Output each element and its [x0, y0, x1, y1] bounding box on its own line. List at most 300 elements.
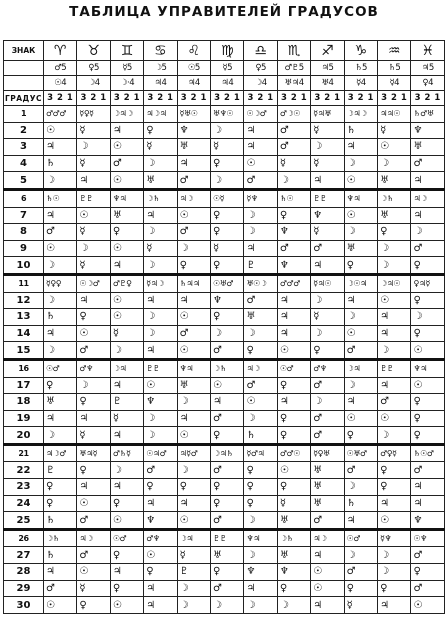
degree-row-cell: ♀: [411, 410, 445, 427]
degree-row-cell: ♄: [44, 547, 77, 564]
degree-row: [4, 495, 445, 512]
degree-row: [4, 240, 445, 257]
degree-row-cell: ☽: [144, 325, 177, 342]
degree-row-cell: ♃: [411, 479, 445, 496]
degree-row-cell: ♂: [144, 462, 177, 479]
degree-row: [4, 427, 445, 445]
rulers-row-2-cell: ♃4: [177, 76, 210, 91]
degree-row-cell: ♂♂♂: [44, 106, 77, 123]
degree-row-cell: ♃: [144, 207, 177, 224]
degree-row-cell: ♅: [311, 479, 344, 496]
degree-row-cell: ♆: [411, 512, 445, 530]
degree-number: 30: [4, 597, 44, 614]
degree-row-cell: ☉: [311, 564, 344, 581]
degree-row-cell: ☽: [144, 427, 177, 445]
degree-row-cell: ♃: [344, 292, 377, 309]
degree-number: 8: [4, 224, 44, 241]
sign-header-row-cell: ♒: [378, 41, 411, 61]
degree-row-cell: ♀: [44, 495, 77, 512]
degree-row-cell: ☉: [411, 342, 445, 360]
degree-row-cell: ♂: [277, 122, 310, 139]
degree-row-cell: ♀: [211, 495, 244, 512]
degree-row-cell: ♅: [277, 547, 310, 564]
degree-row-cell: ♀: [77, 309, 110, 326]
degree-row-cell: ☉: [144, 547, 177, 564]
rulers-row-2-cell: ☿4: [344, 76, 377, 91]
degree-row-cell: ♀: [244, 495, 277, 512]
degree-row-cell: ♃: [378, 495, 411, 512]
degree-row-cell: ♇: [44, 462, 77, 479]
degree-row-cell: ☉: [110, 139, 143, 156]
degree-row-cell: ☉: [411, 597, 445, 614]
degree-number: 20: [4, 427, 44, 445]
degree-row-cell: ♃☽♃: [144, 106, 177, 123]
degree-row: [4, 410, 445, 427]
degree-row-cell: ♇♇: [77, 189, 110, 207]
degree-row-cell: ☉: [77, 495, 110, 512]
degree-row: [4, 189, 445, 207]
degree-header-row-cell: 3 2 1: [344, 91, 377, 106]
degree-row-cell: ☉♆: [411, 529, 445, 547]
degree-row-cell: ♀: [110, 224, 143, 241]
degree-row-cell: ☽: [344, 224, 377, 241]
degree-row-cell: ☉☿: [211, 189, 244, 207]
degree-row-cell: ☽: [344, 309, 377, 326]
degree-number: 19: [4, 410, 44, 427]
degree-row-cell: ♂♂♂: [277, 274, 310, 292]
degree-row-cell: ♀: [77, 597, 110, 614]
degree-row-cell: ♂: [311, 427, 344, 445]
degree-row-cell: ☉♅♂: [344, 444, 377, 462]
rulers-label: [4, 61, 44, 76]
rulers-row-1-cell: ☿5: [110, 61, 143, 76]
degree-row-cell: ☽: [311, 325, 344, 342]
degree-row-cell: ♃: [110, 122, 143, 139]
degree-row-cell: ♂: [344, 462, 377, 479]
degree-row-cell: ♆: [144, 394, 177, 411]
degree-row-cell: ♀: [44, 377, 77, 394]
degree-row-cell: ♃: [277, 394, 310, 411]
rulers-row-2-cell: ☉4: [44, 76, 77, 91]
degree-row-cell: ♃: [378, 325, 411, 342]
degree-row-cell: ☉: [277, 342, 310, 360]
sign-header-row-cell: ♉: [77, 41, 110, 61]
degree-row-cell: ☿: [277, 495, 310, 512]
degree-header-row-cell: 3 2 1: [110, 91, 143, 106]
degree-header-row-cell: 3 2 1: [311, 91, 344, 106]
rulers-row-2-cell: ☽·4: [110, 76, 143, 91]
degree-row-cell: ☽: [277, 597, 310, 614]
degree-row-cell: ♇: [110, 394, 143, 411]
degree-row-cell: ♆: [311, 207, 344, 224]
degree-row-cell: ♆♃: [110, 189, 143, 207]
degree-number: 6: [4, 189, 44, 207]
degree-row-cell: ♃☽: [177, 189, 210, 207]
degree-row-cell: ♀: [244, 342, 277, 360]
degree-row-cell: ☽♃☉: [378, 274, 411, 292]
degree-row-cell: ♂: [211, 580, 244, 597]
degree-row-cell: ♄☉♂: [411, 444, 445, 462]
rulers-row-2-cell: ♀4: [411, 76, 445, 91]
degree-row-cell: ♃: [77, 410, 110, 427]
degree-row-cell: ♂: [77, 342, 110, 360]
degree-row-cell: ☽: [211, 325, 244, 342]
degree-row-cell: ♀: [211, 427, 244, 445]
rulers-row-1: [4, 61, 445, 76]
degree-row-cell: ☽: [244, 224, 277, 241]
degree-row-cell: ♃: [44, 139, 77, 156]
degree-row-cell: ☉: [110, 309, 143, 326]
degree-row-cell: ♃: [177, 410, 210, 427]
degree-row-cell: ♀♃☿: [411, 274, 445, 292]
degree-row-cell: ☽: [311, 139, 344, 156]
degree-row: [4, 547, 445, 564]
degree-row-cell: ♃: [344, 394, 377, 411]
degree-row: [4, 564, 445, 581]
degree-row-cell: ♀: [144, 479, 177, 496]
degree-row-cell: ☉♂: [344, 529, 377, 547]
degree-row-cell: ☿: [144, 139, 177, 156]
degree-row: [4, 359, 445, 377]
degree-row-cell: ♇: [177, 564, 210, 581]
degree-row-cell: ♂: [110, 155, 143, 172]
degree-row-cell: ☽: [244, 410, 277, 427]
degree-row-cell: ♅: [344, 240, 377, 257]
degree-number: 4: [4, 155, 44, 172]
degree-row: [4, 309, 445, 326]
degree-row-cell: ☽: [177, 394, 210, 411]
degree-row-cell: ♆: [277, 224, 310, 241]
degree-row-cell: ♃: [44, 325, 77, 342]
degree-row-cell: ☽: [44, 292, 77, 309]
degree-row-cell: ♂♆: [311, 359, 344, 377]
degree-number: 11: [4, 274, 44, 292]
degree-number: 14: [4, 325, 44, 342]
degree-row: [4, 580, 445, 597]
sign-header-row-cell: ♓: [411, 41, 445, 61]
degree-row-cell: ♂: [311, 240, 344, 257]
degree-row: [4, 597, 445, 614]
sign-label: ЗНАК: [4, 41, 44, 61]
degree-row-cell: ♀: [378, 580, 411, 597]
degree-row-cell: ♃♃☉: [378, 106, 411, 123]
degree-row-cell: ♅: [311, 495, 344, 512]
rulers-row-1-cell: ♂5: [44, 61, 77, 76]
degree-row-cell: ☽: [211, 597, 244, 614]
degree-row-cell: ♃: [110, 257, 143, 275]
degree-row: [4, 292, 445, 309]
degree-row-cell: ♅: [277, 512, 310, 530]
degree-row-cell: ♂♆: [77, 359, 110, 377]
degree-row-cell: ♀: [77, 394, 110, 411]
degree-row-cell: ♀: [211, 224, 244, 241]
degree-row-cell: ♇: [244, 257, 277, 275]
degree-row-cell: ☽: [77, 139, 110, 156]
degree-row-cell: ☽: [277, 172, 310, 190]
sign-header-row-cell: ♑: [344, 41, 377, 61]
degree-row-cell: ♀: [144, 564, 177, 581]
degree-row-cell: ♇♇: [378, 359, 411, 377]
degree-row-cell: ♃: [44, 564, 77, 581]
rulers-row-2-cell: ♅4: [311, 76, 344, 91]
degree-row-cell: ☿: [378, 122, 411, 139]
degree-row-cell: ♅: [378, 172, 411, 190]
degree-row-cell: ♄♃♃: [177, 274, 210, 292]
degree-row-cell: ♀: [244, 479, 277, 496]
degree-row-cell: ☿: [77, 257, 110, 275]
degree-row-cell: ♀: [211, 155, 244, 172]
degree-row-cell: ♅♆☉: [211, 106, 244, 123]
degree-row-cell: ♃: [277, 325, 310, 342]
degree-row-cell: ♀: [211, 479, 244, 496]
degree-row-cell: ☽♃: [177, 529, 210, 547]
degree-row-cell: ☽: [411, 224, 445, 241]
degree-row-cell: ☽: [378, 427, 411, 445]
degree-row-cell: ♂: [211, 462, 244, 479]
degree-row-cell: ☉♂: [110, 529, 143, 547]
degree-label: ГРАДУС: [4, 91, 44, 106]
degree-row-cell: ♂: [411, 462, 445, 479]
degree-row-cell: ♂: [311, 377, 344, 394]
sign-header-row-cell: ♊: [110, 41, 143, 61]
degree-number: 28: [4, 564, 44, 581]
degree-row-cell: ♂♀☿: [378, 444, 411, 462]
degree-row-cell: ☉: [44, 122, 77, 139]
degree-row-cell: ♀: [77, 462, 110, 479]
degree-row-cell: ♀: [411, 257, 445, 275]
degree-row-cell: ☿: [77, 580, 110, 597]
degree-row-cell: ☽: [44, 172, 77, 190]
degree-row-cell: ♀: [344, 427, 377, 445]
degree-row-cell: ♂: [311, 512, 344, 530]
degree-row-cell: ☉: [244, 394, 277, 411]
degree-row-cell: ♃: [110, 564, 143, 581]
degree-row-cell: ☽: [110, 342, 143, 360]
degree-row-cell: ♆♃: [344, 189, 377, 207]
degree-row-cell: ☽: [110, 462, 143, 479]
degree-row-cell: ☿: [277, 155, 310, 172]
degree-row-cell: ♂♂☉: [277, 444, 310, 462]
rulers-row-2-cell: ☿4: [378, 76, 411, 91]
degree-number: 10: [4, 257, 44, 275]
degree-row-cell: ♂☽☉: [277, 106, 310, 123]
degree-row-cell: ☉: [110, 240, 143, 257]
degree-row-cell: ♆: [144, 512, 177, 530]
degree-row-cell: ♀: [277, 410, 310, 427]
degree-row-cell: ♃: [77, 172, 110, 190]
degree-number: 1: [4, 106, 44, 123]
degree-row-cell: ☽♃☽: [344, 106, 377, 123]
degree-row-cell: ♅: [110, 207, 143, 224]
sign-header-row-cell: ♌: [177, 41, 210, 61]
degree-row-cell: ♅♃☿: [77, 444, 110, 462]
degree-row-cell: ♂♆: [144, 529, 177, 547]
degree-row-cell: ♃☽: [244, 359, 277, 377]
degree-row-cell: ☉: [110, 512, 143, 530]
degree-number: 9: [4, 240, 44, 257]
degree-row-cell: ♆: [244, 564, 277, 581]
degree-row-cell: ♃: [277, 309, 310, 326]
degree-row-cell: ♅: [211, 547, 244, 564]
degree-header-row-cell: 3 2 1: [244, 91, 277, 106]
degree-row: [4, 325, 445, 342]
degree-row-cell: ♀: [411, 394, 445, 411]
degree-row-cell: ☽: [378, 564, 411, 581]
degree-row-cell: ♂: [344, 564, 377, 581]
degree-row: [4, 106, 445, 123]
degree-row-cell: ☿♆: [244, 189, 277, 207]
degree-row-cell: ☿: [177, 547, 210, 564]
rulers-row-2-cell: ♃4: [211, 76, 244, 91]
degree-row-cell: ☉: [244, 155, 277, 172]
degree-row-cell: ☽♃☽: [110, 106, 143, 123]
degree-row-cell: ♃: [311, 597, 344, 614]
degree-header-row: [4, 91, 445, 106]
degree-header-row-cell: 3 2 1: [77, 91, 110, 106]
degree-row-cell: ♀: [211, 257, 244, 275]
degree-row-cell: ♅: [177, 377, 210, 394]
degree-row-cell: ♀: [378, 224, 411, 241]
degree-row-cell: ☽: [378, 547, 411, 564]
degree-row-cell: ☽: [44, 427, 77, 445]
degree-row-cell: ☉: [378, 410, 411, 427]
degree-row-cell: ♂: [177, 325, 210, 342]
degree-number: 29: [4, 580, 44, 597]
degree-row-cell: ♆♃: [177, 359, 210, 377]
degree-row: [4, 257, 445, 275]
degree-row-cell: ☉: [211, 377, 244, 394]
degree-row-cell: ☽: [244, 325, 277, 342]
degree-row-cell: ♂: [411, 547, 445, 564]
degree-row-cell: ☽: [144, 410, 177, 427]
degree-number: 18: [4, 394, 44, 411]
degree-row-cell: ♀: [411, 292, 445, 309]
degree-row-cell: ☿: [77, 224, 110, 241]
degree-row-cell: ♃: [110, 377, 143, 394]
degree-row-cell: ♄☉: [277, 189, 310, 207]
degree-row-cell: ♃: [77, 479, 110, 496]
degree-row-cell: ☽: [144, 309, 177, 326]
degree-row-cell: ♀: [277, 479, 310, 496]
degree-row-cell: ♂: [177, 172, 210, 190]
degree-row-cell: ☿♆: [378, 529, 411, 547]
degree-row-cell: ☉: [110, 292, 143, 309]
degree-row-cell: ☉: [177, 512, 210, 530]
degree-row: [4, 529, 445, 547]
degree-row-cell: ♀: [177, 257, 210, 275]
degree-row-cell: ♃☽: [311, 529, 344, 547]
degree-number: 7: [4, 207, 44, 224]
degree-row-cell: ♀: [211, 309, 244, 326]
degree-row: [4, 377, 445, 394]
degree-row-cell: ☉: [277, 462, 310, 479]
degree-row-cell: ♃☽: [77, 529, 110, 547]
degree-row: [4, 274, 445, 292]
degree-row-cell: ♃☿♂: [177, 444, 210, 462]
degree-row-cell: ☽: [44, 257, 77, 275]
degree-row-cell: ♆: [277, 564, 310, 581]
degree-row-cell: ☿: [311, 122, 344, 139]
degree-number: 3: [4, 139, 44, 156]
degree-row-cell: ☉: [177, 427, 210, 445]
degree-row-cell: ☉: [77, 325, 110, 342]
degree-row-cell: ☽: [311, 292, 344, 309]
degree-row: [4, 139, 445, 156]
degree-row-cell: ☽: [144, 224, 177, 241]
degree-row-cell: ☿♂♃: [244, 444, 277, 462]
degree-row-cell: ♀: [144, 122, 177, 139]
sign-header-row-cell: ♐: [311, 41, 344, 61]
sign-header-row-cell: ♋: [144, 41, 177, 61]
degree-row-cell: ♂: [411, 240, 445, 257]
degree-row-cell: ☽☉♃: [344, 274, 377, 292]
degree-row-cell: ☉: [344, 172, 377, 190]
degree-row-cell: ☉♅♂: [211, 274, 244, 292]
degree-row-cell: ♃: [378, 377, 411, 394]
degree-row-cell: ♂: [311, 410, 344, 427]
degree-row-cell: ♅: [177, 139, 210, 156]
sign-header-row-cell: ♍: [211, 41, 244, 61]
degree-row-cell: ♃: [244, 240, 277, 257]
degree-row-cell: ☽: [244, 597, 277, 614]
degree-row-cell: ♃: [77, 292, 110, 309]
degree-row-cell: ☉: [411, 377, 445, 394]
degree-row-cell: ♄: [44, 155, 77, 172]
degree-row-cell: ♂: [344, 342, 377, 360]
rulers-row-1-cell: ☉5: [177, 61, 210, 76]
degree-row-cell: ♃: [144, 495, 177, 512]
degree-header-row-cell: 3 2 1: [378, 91, 411, 106]
degree-row-cell: ♃: [177, 495, 210, 512]
degree-row-cell: ♂: [277, 139, 310, 156]
degree-row-cell: ♃: [211, 394, 244, 411]
degree-row-cell: ☽: [177, 462, 210, 479]
degree-header-row-cell: 3 2 1: [144, 91, 177, 106]
degree-number: 23: [4, 479, 44, 496]
degree-row-cell: ♄: [344, 122, 377, 139]
degree-row-cell: ♂: [177, 224, 210, 241]
degree-row-cell: ♀: [311, 342, 344, 360]
degree-number: 27: [4, 547, 44, 564]
degree-number: 15: [4, 342, 44, 360]
degree-row-cell: ☽: [344, 155, 377, 172]
rulers-row-1-cell: ♄5: [378, 61, 411, 76]
degree-row-cell: ☉: [44, 240, 77, 257]
degree-row-cell: ♃: [144, 597, 177, 614]
degree-row-cell: ☽♃♄: [211, 444, 244, 462]
degree-row-cell: ☉: [378, 512, 411, 530]
degree-row-cell: ☉: [110, 597, 143, 614]
degree-row-cell: ☽: [378, 155, 411, 172]
degree-row-cell: ♂♇♀: [110, 274, 143, 292]
degree-row-cell: ☽: [77, 240, 110, 257]
degree-number: 17: [4, 377, 44, 394]
degree-row-cell: ☉: [144, 377, 177, 394]
rulers-row-2-cell: ☽4: [244, 76, 277, 91]
degree-row-cell: ☉☽♂: [77, 274, 110, 292]
degree-row-cell: ♄: [44, 512, 77, 530]
degree-row-cell: ☉: [77, 207, 110, 224]
degree-number: 2: [4, 122, 44, 139]
degree-row-cell: ♃: [144, 342, 177, 360]
degree-row-cell: ♂: [411, 155, 445, 172]
sign-header-row-cell: ♏: [277, 41, 310, 61]
degree-row-cell: ☿♅☉: [177, 106, 210, 123]
degree-row-cell: ♇♇: [144, 359, 177, 377]
degree-row-cell: ♃: [144, 580, 177, 597]
degree-row-cell: ♂: [211, 410, 244, 427]
degree-row-cell: ☽: [311, 394, 344, 411]
